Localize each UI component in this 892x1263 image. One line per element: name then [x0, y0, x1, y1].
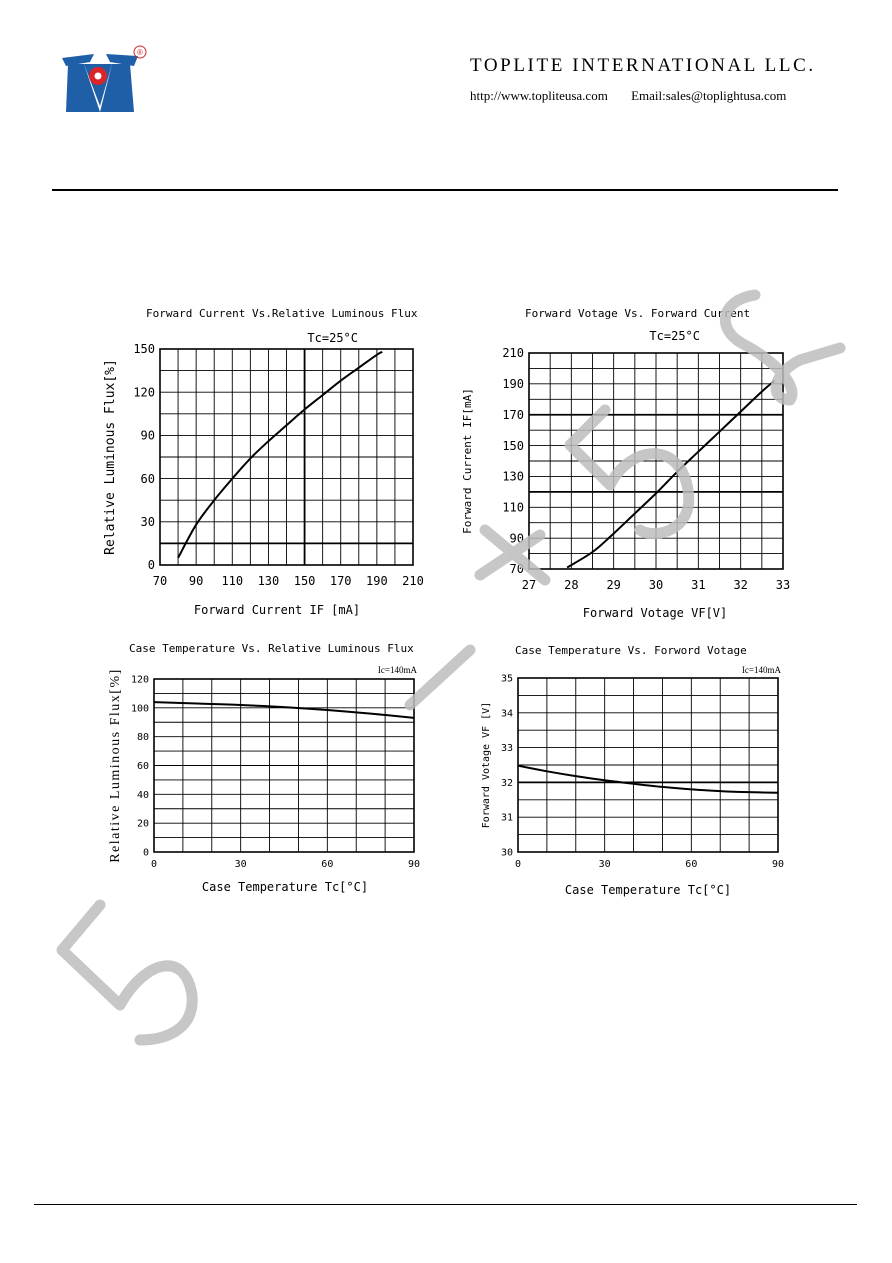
condition-annotation: Tc=25°C — [307, 331, 358, 345]
condition-annotation: Ic=140mA — [377, 665, 417, 675]
x-axis-label: Case Temperature Tc[°C] — [201, 880, 369, 894]
y-tick-label: 30 — [140, 515, 155, 529]
x-tick-label: 31 — [691, 578, 706, 592]
y-tick-label: 40 — [136, 789, 149, 801]
contact-line — [470, 88, 786, 104]
x-tick-label: 70 — [152, 574, 168, 588]
y-tick-label: 110 — [502, 500, 524, 515]
y-tick-label: 90 — [140, 428, 155, 443]
y-tick-label: 31 — [500, 812, 513, 824]
x-tick-label: 90 — [771, 859, 785, 870]
x-tick-label: 110 — [221, 574, 244, 588]
x-tick-label: 60 — [685, 859, 698, 870]
y-tick-label: 60 — [140, 471, 155, 486]
y-axis-label: Relative Luminous Flux[%] — [103, 359, 118, 555]
x-tick-label: 0 — [514, 859, 522, 870]
x-tick-label: 90 — [188, 574, 204, 588]
y-tick-label: 100 — [130, 703, 149, 715]
y-tick-label: 170 — [502, 407, 524, 422]
x-tick-label: 90 — [407, 859, 421, 870]
footer-divider — [34, 1204, 857, 1205]
y-tick-label: 80 — [136, 732, 149, 744]
x-tick-label: 210 — [402, 574, 424, 588]
x-axis-label: Forward Current IF [mA] — [193, 603, 361, 617]
y-axis-label: Forward Votage VF [V] — [481, 701, 492, 829]
chart-temperature-vs-flux — [95, 635, 455, 900]
y-tick-label: 20 — [136, 818, 149, 830]
y-tick-label: 150 — [502, 438, 524, 453]
x-tick-label: 170 — [329, 574, 352, 588]
y-tick-label: 120 — [130, 674, 149, 686]
y-tick-label: 190 — [502, 377, 524, 392]
x-tick-label: 30 — [598, 859, 611, 870]
email-link[interactable]: Email:sales@toplightusa.com — [631, 88, 787, 103]
y-tick-label: 150 — [133, 342, 155, 357]
x-tick-label: 150 — [293, 574, 316, 588]
x-tick-label: 60 — [321, 859, 334, 870]
y-tick-label: 210 — [502, 346, 524, 361]
chart-title: Case Temperature Vs. Forword Votage — [515, 644, 747, 657]
registered-mark: ® — [137, 48, 143, 57]
y-tick-label: 32 — [500, 777, 513, 789]
y-tick-label: 70 — [509, 562, 524, 577]
chart-current-vs-flux — [90, 300, 450, 625]
chart-temperature-vs-voltage — [455, 635, 815, 905]
series-line — [178, 352, 382, 558]
x-tick-label: 28 — [564, 578, 579, 592]
x-tick-label: 33 — [775, 578, 791, 592]
condition-annotation: Ic=140mA — [741, 665, 781, 675]
y-tick-label: 34 — [500, 708, 513, 720]
company-name: TOPLITE INTERNATIONAL LLC. — [470, 55, 816, 76]
y-tick-label: 0 — [147, 558, 155, 573]
chart-title: Case Temperature Vs. Relative Luminous Flux — [129, 642, 414, 655]
y-tick-label: 120 — [133, 385, 155, 400]
x-axis-label: Forward Votage VF[V] — [582, 606, 728, 620]
x-tick-label: 27 — [521, 578, 537, 592]
x-tick-label: 190 — [366, 574, 388, 588]
chart-title: Forward Votage Vs. Forward Current — [525, 307, 751, 320]
website-link[interactable]: http://www.topliteusa.com — [470, 88, 608, 103]
company-logo — [60, 44, 148, 114]
y-tick-label: 30 — [500, 847, 513, 859]
condition-annotation: Tc=25°C — [649, 329, 700, 343]
series-line — [154, 702, 414, 718]
y-tick-label: 90 — [509, 531, 524, 546]
x-tick-label: 30 — [234, 859, 247, 870]
x-tick-label: 30 — [648, 578, 664, 592]
y-tick-label: 33 — [500, 743, 513, 755]
y-tick-label: 0 — [142, 847, 149, 859]
y-axis-label: Forward Current IF[mA] — [461, 388, 474, 534]
chart-title: Forward Current Vs.Relative Luminous Flux — [146, 307, 418, 320]
chart-voltage-vs-current — [455, 300, 815, 625]
x-tick-label: 130 — [257, 574, 280, 588]
series-line — [567, 381, 774, 568]
y-tick-label: 60 — [136, 761, 149, 772]
x-tick-label: 29 — [606, 578, 621, 592]
y-axis-label: Relative Luminous Flux[%] — [108, 668, 123, 863]
x-tick-label: 32 — [733, 578, 748, 592]
y-tick-label: 35 — [500, 673, 513, 685]
x-axis-label: Case Temperature Tc[°C] — [564, 883, 732, 897]
series-line — [518, 766, 778, 793]
header-divider — [52, 189, 838, 191]
x-tick-label: 0 — [150, 859, 158, 870]
y-tick-label: 130 — [502, 469, 524, 484]
